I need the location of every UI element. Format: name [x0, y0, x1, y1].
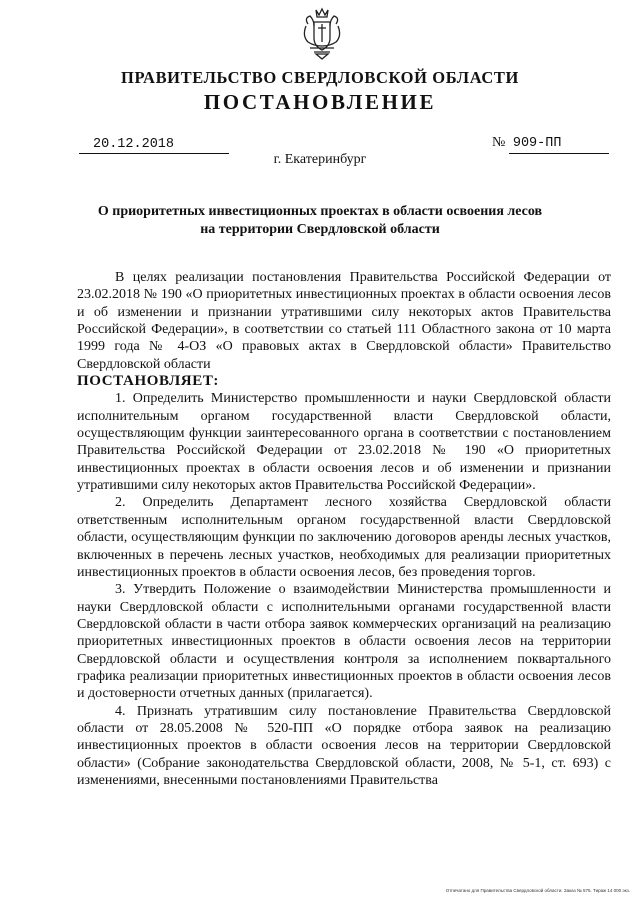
decree-heading: ПОСТАНОВЛЯЕТ: [77, 373, 220, 390]
number-sign: № [492, 135, 506, 150]
item-paragraph-4: 4. Признать утратившим силу постановление Правительства Свердловской области от 28.05.2008 № 520-ПП «О порядке отбора заявок на реализацию инвестиционных проектов в области освоения лесов на территории Свердловской области» (Собрание законодательства Свердловской области, 2008, № 5-1, ст. 693) с изменениями, внесенными постановлениями Правительства [77, 703, 611, 788]
item-paragraph-3: 3. Утвердить Положение о взаимодействии Министерства промышленности и науки Свердловской области с исполнительными органами государственной власти Свердловской области в части отбора заявок коммерческих организаций на реализацию приоритетных инвестиционных проектов в области освоения лесов на территории Свердловской области и осуществления контроля за исполнением поквартального графика реализации приоритетных инвестиционных проектов в области освоения лесов и достоверности отчетных данных (прилагается). [77, 582, 611, 702]
print-footer: Отпечатано для Правительства Свердловской области. Заказ № 575. Тираж 14 000 экз. [445, 888, 630, 893]
document-body [77, 269, 611, 789]
subject-line-2: на территории Свердловской области [200, 222, 440, 237]
document-subject [60, 203, 580, 239]
document-date: 20.12.2018 [79, 136, 229, 154]
document-number-block [492, 134, 609, 154]
city: г. Екатеринбург [273, 152, 367, 167]
preamble-paragraph: В целях реализации постановления Правительства Российской Федерации от 23.02.2018 № 190 «О приоритетных инвестиционных проектах в области освоения лесов и об изменении и признании утратившими силу некоторых актов Правительства Российской Федерации», в соответствии со статьей 111 Областного закона от 10 марта 1999 года № 4-ОЗ «О правовых актах в Свердловской области» Правительство Свердловской области [77, 270, 611, 372]
document-number: 909-ПП [509, 135, 609, 154]
coat-of-arms-icon [300, 6, 344, 60]
item-paragraph-2: 2. Определить Департамент лесного хозяйства Свердловской области ответственным исполнительным органом государственной власти Свердловской области, осуществляющим функции по заключению договоров аренды лесных участков, включенных в перечень лесных участков, необходимых для реализации приоритетных инвестиционных проектов в области освоения лесов, без проведения торгов. [77, 495, 611, 580]
document-type: ПОСТАНОВЛЕНИЕ [203, 90, 437, 114]
item-paragraph-1: 1. Определить Министерство промышленности и науки Свердловской области исполнительным органом государственной власти Свердловской области, осуществляющим функции заинтересованного органа в соответствии с постановлением Правительства Российской Федерации от 23.02.2018 № 190 «О приоритетных инвестиционных проектах в области освоения лесов и об изменении и признании утратившими силу некоторых актов Правительства Российской Федерации». [77, 391, 611, 494]
subject-line-1: О приоритетных инвестиционных проектах в области освоения лесов [97, 204, 543, 219]
government-title: ПРАВИТЕЛЬСТВО СВЕРДЛОВСКОЙ ОБЛАСТИ [121, 68, 519, 87]
